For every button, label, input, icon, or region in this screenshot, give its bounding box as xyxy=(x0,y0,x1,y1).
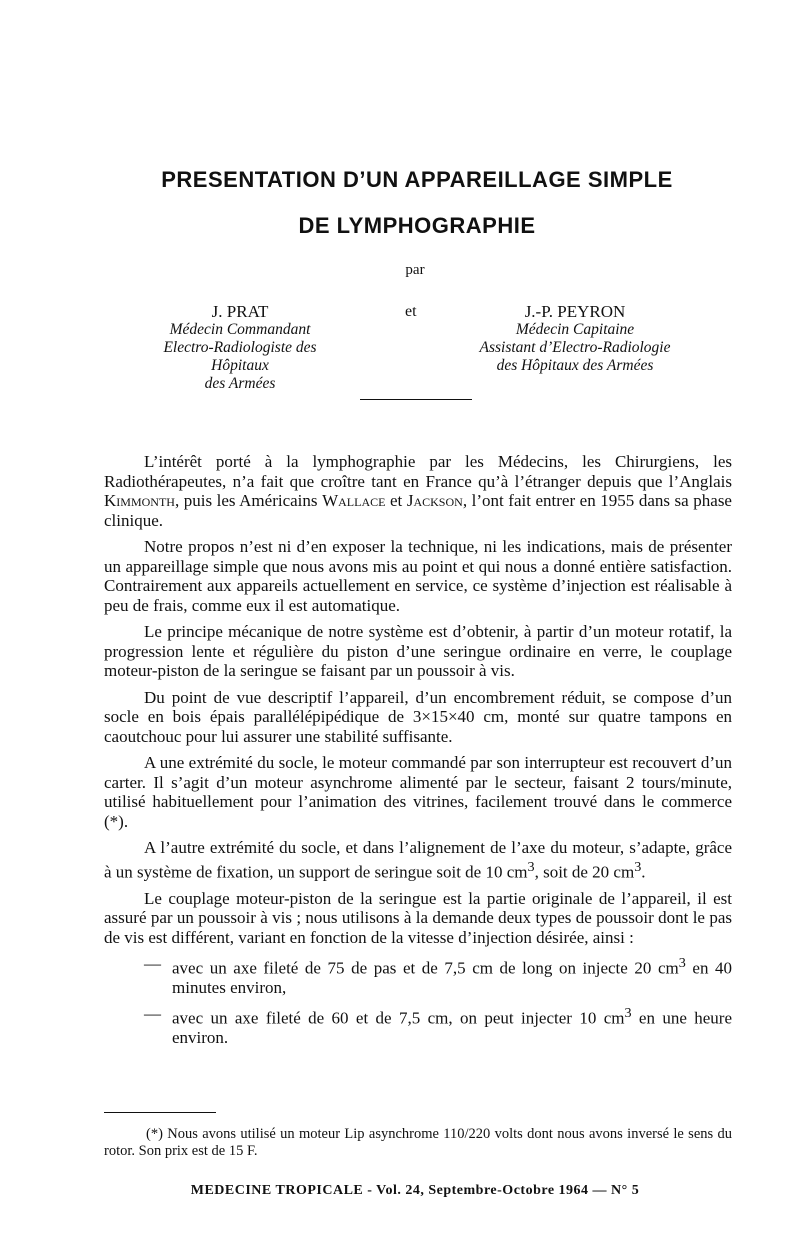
footnote xyxy=(104,1126,732,1160)
running-footer: MEDECINE TROPICALE - Vol. 24, Septembre-Octobre 1964 — N° 5 xyxy=(190,1183,640,1198)
author-name: J.-P. PEYRON xyxy=(524,302,626,321)
list-item-text: en une heure environ. xyxy=(172,1008,733,1047)
footnote-divider xyxy=(104,1112,216,1113)
author-name: J. PRAT xyxy=(211,302,269,321)
superscript: 3 xyxy=(634,858,642,875)
paragraph-2: Notre propos n’est ni d’en exposer la technique, ni les indications, mais de présenter un appareillage simple que nous avons mis au point et qui nous a donné entière satisfaction. Contrairement aux appareils actuellement en service, ce système d’injection est réalisable à peu de frais, comme eux il est automatique. xyxy=(104,537,732,615)
paragraph-text: . xyxy=(641,862,646,882)
author-role-line: des Hôpitaux des Armées xyxy=(496,357,654,374)
paragraph-text: , soit de 20 cm xyxy=(534,862,635,882)
list-item-text: en 40 minutes environ, xyxy=(172,958,733,998)
article-body xyxy=(104,452,732,1054)
paragraph-3: Le principe mécanique de notre système est d’obtenir, à partir d’un moteur rotatif, la progression lente et régulière du piston d’une seringue ordinaire en verre, le couplage moteur-piston de la seringue se faisant par un poussoir à vis. xyxy=(104,622,732,680)
author-role-line: Electro-Radiologiste des Hôpitaux xyxy=(163,339,317,374)
paragraph-text: , l’ont fait entrer en 1955 dans sa phase clinique. xyxy=(104,491,732,530)
list-item-text: avec un axe fileté de 75 de pas et de 7,5 cm de long on injecte 20 cm xyxy=(172,958,679,978)
superscript: 3 xyxy=(678,955,686,972)
author-role-line: Médecin Commandant xyxy=(169,321,311,338)
list-item xyxy=(144,1003,733,1048)
list-item xyxy=(144,954,733,998)
author-reference-wallace: Wallace xyxy=(322,491,386,510)
author-role-line: Médecin Capitaine xyxy=(515,321,635,338)
header-divider xyxy=(360,399,472,400)
article-title-line-2: DE LYMPHOGRAPHIE xyxy=(298,213,536,238)
paragraph-1 xyxy=(104,452,732,530)
dash-marker: — xyxy=(144,954,161,974)
author-role-line: des Armées xyxy=(204,375,276,392)
paragraph-text: A l’autre extrémité du socle, et dans l’alignement de l’axe du moteur, s’adapte, grâce à un système de fixation, un support de seringue soit de 10 cm xyxy=(104,838,732,882)
superscript: 3 xyxy=(527,858,535,875)
author-reference-jackson: Jackson xyxy=(406,491,463,510)
paragraph-7: Le couplage moteur-piston de la seringue est la partie originale de l’appareil, il est assuré par un poussoir à vis ; nous utilisons à la demande deux types de poussoir dont le pas de vis est différent, variant en fonction de la vitesse d’injection désirée, ainsi : xyxy=(104,888,732,947)
author-conjunction: et xyxy=(405,303,417,320)
article-title-line-1: PRESENTATION D’UN APPAREILLAGE SIMPLE xyxy=(161,167,673,192)
author-block-prat xyxy=(140,303,340,393)
paragraph-text: et xyxy=(385,491,407,510)
paragraph-4: Du point de vue descriptif l’appareil, d’un encombrement réduit, se compose d’un socle en bois épais parallélépipédique de 3×15×40 cm, monté sur quatre tampons en caoutchouc pour lui assurer une stabilité suffisante. xyxy=(104,687,732,746)
paragraph-text: L’intérêt porté à la lymphographie par les Médecins, les Chirurgiens, les Radiothérapeutes, n’a fait que croître tant en France qu’à l’étranger depuis que l’Anglais xyxy=(104,452,732,491)
author-role-line: Assistant d’Electro-Radiologie xyxy=(479,339,671,356)
paragraph-5: A une extrémité du socle, le moteur commandé par son interrupteur est recouvert d’un carter. Il s’agit d’un moteur asynchrome alimenté par le secteur, faisant 2 tours/minute, utilisé habituellement pour l’animation des vitrines, facilement trouvé dans le commerce (*). xyxy=(104,753,732,831)
byline: par xyxy=(405,262,425,278)
paragraph-text: , puis les Américains xyxy=(174,491,323,510)
author-reference-kimmonth: Kimmonth xyxy=(104,491,175,510)
paragraph-6 xyxy=(104,838,732,882)
author-block-peyron xyxy=(470,303,680,375)
list-item-text: avec un axe fileté de 60 et de 7,5 cm, on peut injecter 10 cm xyxy=(172,1008,625,1028)
list xyxy=(104,954,732,1047)
footnote-text: (*) Nous avons utilisé un moteur Lip asynchrome 110/220 volts dont nous avons inversé le sens du rotor. Son prix est de 15 F. xyxy=(104,1126,732,1159)
dash-marker: — xyxy=(144,1003,161,1023)
superscript: 3 xyxy=(624,1004,632,1021)
